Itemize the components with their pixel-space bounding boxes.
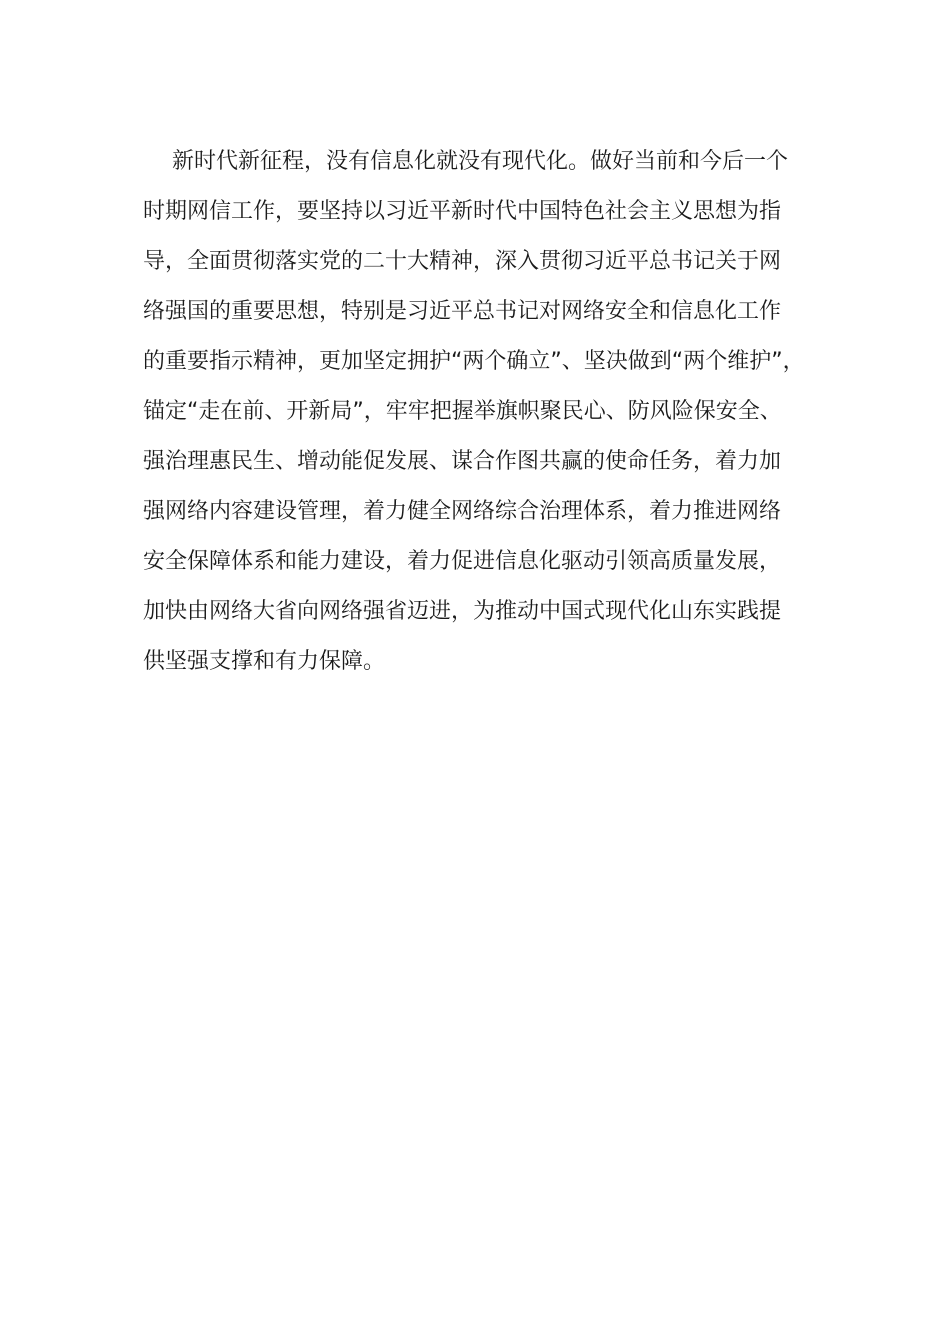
paragraph-line: 的重要指示精神，更加坚定拥护“两个确立”、坚决做到“两个维护”， [143, 349, 805, 374]
paragraph-line: 强网络内容建设管理，着力健全网络综合治理体系，着力推进网络 [143, 499, 782, 524]
paragraph-line: 加快由网络大省向网络强省迈进，为推动中国式现代化山东实践提 [143, 599, 782, 624]
paragraph-line: 供坚强支撑和有力保障。 [143, 649, 386, 674]
paragraph-line: 锚定“走在前、开新局”，牢牢把握举旗帜聚民心、防风险保安全、 [143, 399, 782, 424]
paragraph-line: 安全保障体系和能力建设，着力促进信息化驱动引领高质量发展， [143, 549, 782, 574]
paragraph-line: 络强国的重要思想，特别是习近平总书记对网络安全和信息化工作 [143, 299, 782, 324]
body-paragraph [143, 143, 843, 693]
paragraph-line: 导，全面贯彻落实党的二十大精神，深入贯彻习近平总书记关于网 [143, 249, 782, 274]
paragraph-line: 时期网信工作，要坚持以习近平新时代中国特色社会主义思想为指 [143, 199, 782, 224]
paragraph-line: 新时代新征程，没有信息化就没有现代化。做好当前和今后一个 [143, 149, 788, 174]
paragraph-line: 强治理惠民生、增动能促发展、谋合作图共赢的使命任务，着力加 [143, 449, 782, 474]
